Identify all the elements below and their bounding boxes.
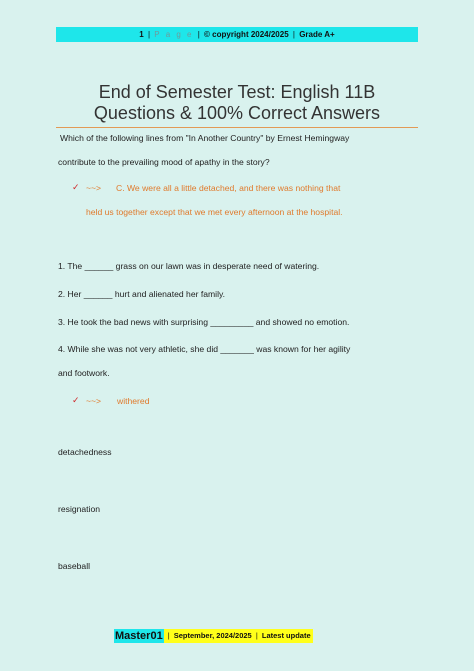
word-item: resignation (58, 504, 101, 514)
page-number: 1 (139, 30, 144, 39)
word-item: detachedness (58, 447, 112, 457)
page-word: P a g e (154, 30, 194, 39)
document-title (56, 82, 418, 124)
page-footer (114, 629, 313, 643)
header-separator: | (197, 30, 200, 39)
header-separator: | (292, 30, 295, 39)
list-item-4-line-1: 4. While she was not very athletic, she did _______ was known for her agility (58, 344, 351, 354)
footer-update: Latest update (261, 631, 311, 640)
answer-marker: ~~> (86, 183, 102, 193)
answer-2: withered (117, 396, 150, 406)
answer-1-line-1: C. We were all a little detached, and there was nothing that (116, 183, 341, 193)
list-item-3: 3. He took the bad news with surprising _________ and showed no emotion. (58, 317, 350, 327)
answer-1-line-2: held us together except that we met every afternoon at the hospital. (86, 207, 343, 217)
copyright-text: © copyright 2024/2025 (204, 30, 289, 39)
question-1-line-2: contribute to the prevailing mood of apathy in the story? (58, 157, 270, 167)
footer-separator: | (255, 631, 258, 640)
answer-marker: ~~> (86, 396, 102, 406)
word-item: baseball (58, 561, 91, 571)
list-item-4-line-2: and footwork. (58, 368, 110, 378)
list-item-2: 2. Her ______ hurt and alienated her family. (58, 289, 226, 299)
header-separator: | (147, 30, 151, 39)
footer-date: September, 2024/2025 (173, 631, 252, 640)
title-divider (56, 127, 418, 128)
footer-details (164, 629, 313, 643)
footer-separator: | (167, 631, 170, 640)
question-1-line-1: Which of the following lines from "In Another Country" by Ernest Hemingway (60, 133, 350, 143)
title-line-1: End of Semester Test: English 11B (98, 82, 376, 102)
check-icon: ✓ (72, 182, 80, 192)
check-icon: ✓ (72, 395, 80, 405)
list-item-1: 1. The ______ grass on our lawn was in desperate need of watering. (58, 261, 320, 271)
grade-text: Grade A+ (299, 30, 335, 39)
footer-brand: Master01 (115, 630, 163, 642)
page-header (56, 27, 418, 42)
title-line-2: Questions & 100% Correct Answers (93, 103, 381, 123)
